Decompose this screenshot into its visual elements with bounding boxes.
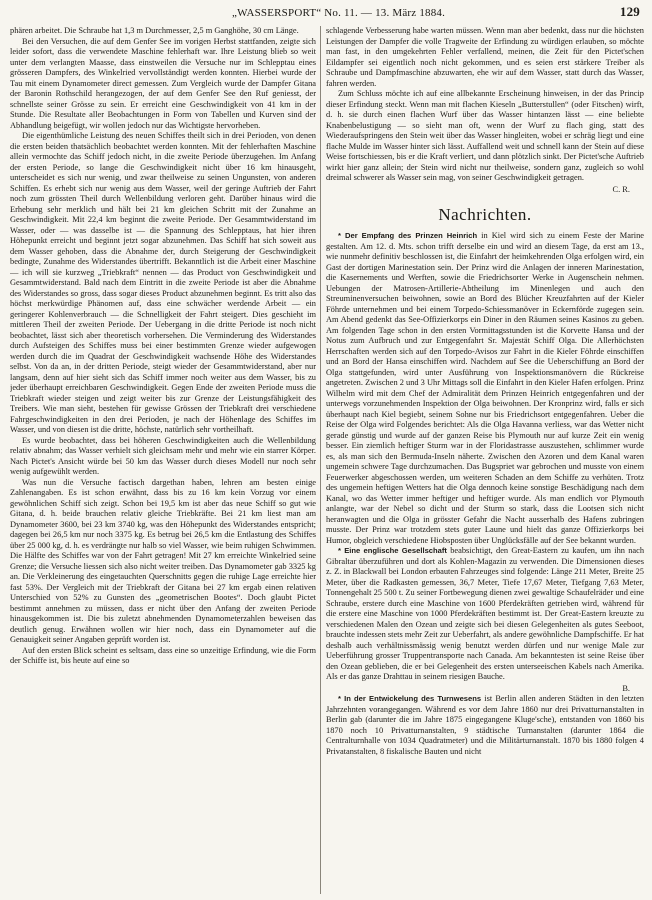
article-paragraph: phären arbeitet. Die Schraube hat 1,3 m Durchmesser, 2,5 m Ganghöhe, 30 cm Länge.: [10, 26, 299, 35]
running-title: „WASSERSPORT“ No. 11. — 13. März 1884.: [232, 7, 446, 19]
right-column: [326, 26, 644, 894]
article-paragraph: Auf den ersten Blick scheint es seltsam, dass eine so unzeitige Erfindung, wie die Form der Schiffe ist, bis heute auf eine so: [10, 645, 316, 665]
section-title: Nachrichten.: [438, 205, 532, 224]
news-text: ist Berlin allen anderen Städten in den letzten Jahrzehnten vorangegangen. Während es vor dem Jahre 1860 nur drei Privatturnanstalten in Berlin gab (darunter die im Jahre 1875 eingegangene Kluge'sche), entstanden von 1860 bis 1870 noch 10 Privatturnanstalten, 9 städtische Turnanstalten (darunter 1864 die Centralturnhalle von 1034 Quadratmeter) und die Militärturnanstalt. 1870 bis 1880 folgen 4 Privatanstalten, 8 fiskalische Bauten und nicht: [326, 694, 644, 756]
news-heading: * Der Empfang des Prinzen Heinrich: [338, 231, 478, 240]
news-heading: * In der Entwickelung des Turnwesens: [338, 694, 482, 703]
news-text: in Kiel wird sich zu einem Feste der Marine gestalten. Am 12. d. Mts. schon trifft derselbe ein und wird an diesem Tage, da erst am 13., wie nunmehr definitiv beschlossen ist, die Einfahrt der heimkehrenden Olga erfolgen wird, ein Gast der dortigen Marinestation sein. Der Prinz wird die Anlagen der inneren Marinestation, die Kasernements und Werften, sowie die Friedrichsorter Werke in Augenschein nehmen. Uebungen der Matrosen-Artillerie-Abtheilung im Minenlegen und auch den Streuminenversuchen beiwohnen, sowie an Bord des Blücher Kreuzfahrten auf der Kieler Föhrde unternehmen und bei einem Torpedo-Schiessmanöver in Eckernförde zugegen sein. Am Abend gedenkt das See-Offizierkorps ein Diner in den Räumen seines Kasinos zu geben. Am folgenden Tage schon in den ersten Vormittagsstunden ist die Korvette Hansa und der Notus zum Aufbruch und zur Entgegenfahrt Sr. Majestät Schiff Olga. Die Allerhöchsten Herrschaften werden sich auf den Torpedo-Avisos zur Fahrt in die Kieler Föhrde einschiffen und an Bord der Hansa einschiffen wird. Nachdem auf See die Ueberschiffung an Bord der Olga stattgefunden, wird unter Ausführung von Inspektionsmanövern die Rückreise angetreten. Zwischen 2 und 3 Uhr Mittags soll die Einfahrt in den Kieler Hafen erfolgen. Prinz Wilhelm wird mit dem Chef der Admiralität dem Prinzen Heinrich entgegenfahren und der unterwegs vorzunehmenden Inspektion der Olga beiwohnen. Der Kronprinz wird, falls er sich überhaupt nach Kiel begiebt, seinem Sohne nur bis Friedrichsort entgegenfahren. Ueber die Reise der Olga wird Folgendes berichtet: Als die Olga Havanna verliess, war das Wetter nicht gerade günstig und wurde auf der ganzen Reise bis Plymouth nur auf kurze Zeit ein wenig besser. Ein ziemlich heftiger Sturm war in der Floridastrasse auszustehen, schlimmer wurde es, als man sich den Bermuda-Inseln näherte. Zwischen den Azoren und dem Kanal waren ungemein schwere Tage durchzumachen. Das Bugspriet war gebrochen und musste von einem Feuerwerker abgeschossen werden, um weiteren Schaden an dem Schiffe zu verhüten. Trotz des ungemein heftigen Wetters hat die Olga dennoch keine sonstige Beschädigung nach dem Kanal, wo das Wetter immer heftiger und heftiger wurde. Als man endlich vor Plymouth anlangte, war der Nebel so dicht und der Sturm so stark, dass die Lootsen sich nicht heranwagten und die Olga in grösster Gefahr die Nacht ausserhalb des Hafens zubringen musste. Der Prinz war trotzdem stets guter Laune und hielt das ganze Offizierkorps bei Humor, obgleich verschiedene Hiobsposten über Unglücksfälle auf der See bekannt wurden.: [326, 231, 644, 545]
page-number: 129: [619, 4, 640, 19]
article-paragraph: Bei den Versuchen, die auf dem Genfer See im vorigen Herbst stattfanden, zeigte sich leider sofort, dass die verwendete Maschine fehlerhaft war. Ihre Leistung blieb so weit unter dem verlangten Maasse, dass einstweilen die Versuche nur im Schlepptau eines grösseren Dampfers, des Winkelried vervollständigt werden konnten. Hierbei wurde der Tau mit einem Dynamometer direct gemessen. Zum Vergleich wurde der Dampfer Gitana der Baronin Rothschild herangezogen, der auf dem Genfer See den Ruf geniesst, der schnellste seiner Grösse zu sein. Er erreicht eine Geschwindigkeit von 41 km in der Stunde. Die Resultate aller Beobachtungen in Form von Tabellen und Kurven sind der Abhandlung beigefügt, wir wollen jedoch nur das Wichtigste hervorheben.: [10, 36, 316, 130]
page-header: [10, 4, 640, 22]
news-heading: * Eine englische Gesellschaft: [338, 546, 447, 555]
news-signature: B.: [622, 683, 630, 693]
article-paragraph: Die eigenthümliche Leistung des neuen Schiffes theilt sich in drei Perioden, von denen die ersten beiden thatsächlich beobachtet werden konnten. Mit der fehlerhaften Maschine allein vermochte das Schiff jedoch nicht, in die zweite Periode überzugehen. Im Anfang der ersten Periode, so lange die Geschwindigkeit nicht über 16 km hinausgeht, unterscheidet es sich nur wenig, und zwar theilweise zu seinen Ungunsten, von anderen Schiffen. Es erhebt sich nur wenig aus dem Wasser, weil der geringe Auftrieb der Fahrt noch zum grössten Theil durch Wellenbildung verloren geht. Darüber hinaus wird die Erhebung sehr merklich und hält bei 21 km gleichen Schritt mit der Zunahme an Geschwindigkeit. Mit 22,4 km beginnt die zweite Periode. Der Gesammtwiderstand im Wasser, oder — was dasselbe ist — die Spannung des Schlepptaus, hat hier ihren Höhepunkt erreicht und beginnt jetzt sogar abzunehmen. Das Schiff hat sich soweit aus dem Wasser gehoben, dass die Abnahme der, durch Steigerung der Geschwindigkeit bedingte, Zunahme des Widerstandes übertrifft. Bekanntlich ist die Arbeit einer Maschine — ich will sie kurzweg „Triebkraft“ nennen — das Product von Geschwindigkeit und Gesammtwiderstand. Bald nach dem Eintritt in die zweite Periode ist aber die Abnahme des Widerstandes so gross, dass sogar dieses Product abzunehmen beginnt. Es tritt also das höchst merkwürdige Phänomen auf, dass eine schwächer werdende Arbeit — ein geringerer Kohlenverbrauch — die Schnelligkeit der Fahrt steigert. Dies geschieht im mittleren Theil der zweiten Periode. Der Uebergang in die dritte Periode ist noch nicht beobachtet, lässt sich aber theoretisch vorhersehen. Die Verminderung des Widerstandes durch Aufsteigen des Schiffes muss bei einer bestimmten Grenze wieder aufgewogen werden durch die im Quadrat der Geschwindigkeit wachsende Höhe des Widerstandes selbst. Von da an, in der dritten Periode, steigt wieder der Gesammtwiderstand, aber nur langsam, denn auf hier sieht sich das Schiff immer noch weiter aus dem Wasser, bis zu jeder überhaupt erreichbaren Geschwindigkeit. Gegen Ende der zweiten Periode muss die Triebkraft wieder steigen und zeigt weiter bis zur Grenze der Leistungsfähigkeit des Treibers. Wie man sieht, bestehen für gewisse Grössen der Triebkraft drei verschiedene Fahrgeschwindigkeiten in den drei Perioden, je nach der Höhenlage des Schiffes im Wasser, und von diesen ist die dritte, höchste, natürlich sehr vortheilhaft.: [10, 131, 316, 434]
news-item: [326, 231, 644, 546]
news-item: [326, 694, 644, 757]
author-signature: C. R.: [612, 184, 630, 194]
article-paragraph: Was nun die Versuche factisch dargethan haben, lehren am besten einige Zahlenangaben. Es ist schon erwähnt, dass bis zu 16 km kein Vorzug vor einem gewöhnlichen Schiff sich zeigt. Schon bei 19,5 km ist aber das neue Schiff so gut wie Gitana, d. h. beide brauchen relativ gleiche Triebkräfte. Bei 21 km liest man am Dynamometer 3600, bei 23 km 3740 kg, was den Höhepunkt des Widerstandes entspricht; dagegen bei 26,5 km nur noch 3375 kg. Es betrug bei 26,5 km die Entlastung des Schiffes über 25 000 kg, d. h. es verdrängte nur halb so viel Wasser, wie beim ruhigen Schwimmen. Die Hälfte des Schiffes war von der Fahrt getragen! Mit 27 km erreichte Winkelried seine Grenze; die Versuche liessen sich also nicht weiter treiben. Das Dynamometer gab 3325 kg an. Die Verkleinerung des eingetauchten Querschnitts gegen die ruhige Lage erreichte hier fast 53%. Der Vergleich mit der Triebkraft der Gitana bei 27 km ergab einen relativen Unterschied von 52% zu Gunsten des „geometrischen Bootes“. Doch glaubt Pictet bestimmt annehmen zu müssen, dass er nicht über den Anfang der zweiten Periode hinausgekommen ist. Die bis zuletzt abnehmenden Dynamometerzahlen beweisen das deutlich genug. Erwähnen wollen wir hier noch, dass ein Dynamometer auf die Genauigkeit seiner Angaben geprüft worden ist.: [10, 477, 316, 644]
article-conclusion: Zum Schluss möchte ich auf eine allbekannte Erscheinung hinweisen, in der das Princip dieser Erfindung steckt. Wenn man mit flachen Kieseln „Butterstullen“ (oder Fitschen) wirft, d. h. sie durch einen flachen Wurf über das Wasser hintanzen lässt — eine beliebte Knabenbelustigung — so sieht man oft, wenn der Wurf zu flach ging, statt des Wiederaufspringens den Stein weit über das Wasser hingleiten, wobei er schräg liegt und eine flache Mulde im Wasser hinter sich lässt. Auffallend weit und schnell kann der Stein auf diese Weise fortschiessen, bis er die Kraft verliert, und dann plötzlich sinkt. Der Pictet'sche Auftrieb wirkt hier ganz allein; der Stein wird nicht nur theilweise, sondern ganz, zugleich so wohl dreimal schwerer als Wasser sein mag, von seiner Geschwindigkeit getragen.: [326, 89, 644, 182]
article-continuation: schlagende Verbesserung habe warten müssen. Wenn man aber bedenkt, dass nur die höchsten Leistungen der Dampfer die volle Tragweite der Erfindung zu würdigen erlauben, so möchte man fast, in den umgekehrten Fehler verfallend, meinen, die Zeit für den Pictet'schen Eildampfer sei eigentlich noch nicht gekommen, und es seien erst stärkere Treiber als Schraube und Dampfmaschine abzuwarten, ehe wir auf dem Wasser, statt durch das Wasser, fahren werden.: [326, 26, 644, 88]
news-text: beabsichtigt, den Great-Eastern zu kaufen, um ihn nach Gibraltar überzuführen und dort als Kohlen-Magazin zu verwenden. Die Dimensionen dieses z. Z. in Blackwall bei London erbauten Fahrzeuges sind folgende: Länge 211 Meter, Breite 25 Meter, über die Radkasten gemessen, 36,7 Meter, Tiefe 17,67 Meter, Tiefgang 7,63 Meter, Tonnengehalt 25 500 t. Zu seiner Fortbewegung dienen zwei gewaltige Schaufelräder und eine Schraube, erstere durch eine Maschine von 1600 Pferdekräften getrieben wird, während für die erstere eine Maschine von 1000 Pferdekräften bestimmt ist. Der Great-Eastern kreuzte zu verschiedenen Malen den Ozean und zeigte sich bei diesen Gelegenheiten als gutes Seeboot, brauchte indessen stets mehr Zeit zur Ueberfahrt, als andere gewöhnliche Dampfschiffe. Er hat deshalb auch verhältnissmässig wenig benutzt werden dürfen und nur wenige Male zur Ueberführung grosser Truppentransporte nach Canada. Am bekanntesten ist seine Reise über den Ozean geblieben, die er bei Gelegenheit des ersten unterseeischen Kabels nach Amerika. Als er das ganze Drahttau in seinem riesigen Bauche.: [326, 546, 644, 681]
news-item: [326, 546, 644, 683]
left-column: [10, 26, 316, 894]
column-divider: [320, 26, 321, 894]
article-paragraph: Es wurde beobachtet, dass bei höheren Geschwindigkeiten auch die Wellenbildung relativ abnahm; das Wasser verhielt sich gleichsam mehr und mehr wie ein starrer Körper. Nach Pictet's Ansicht würde bei 50 km das Wasser durch dieses Modell nur noch sehr wenig aufgewühlt werden.: [10, 435, 316, 476]
